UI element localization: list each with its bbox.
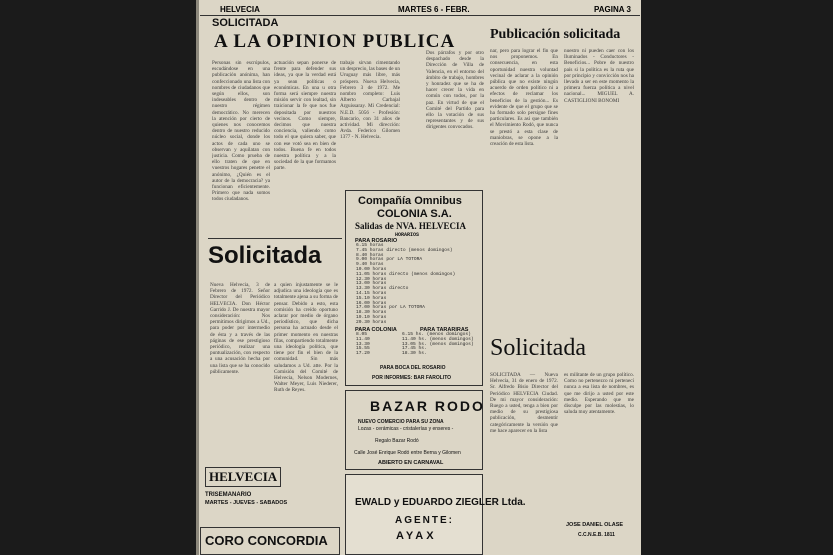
page-edge <box>196 0 199 555</box>
solicitada-2-credential: C.C.N.E.B. 1811 <box>578 532 615 538</box>
solicitada-heading-1: Solicitada <box>208 242 322 269</box>
colonia-departure: 15.55 <box>356 346 370 352</box>
omnibus-rosario-label: PARA ROSARIO <box>355 238 398 244</box>
omnibus-title-1: Compañía Omnibus <box>358 195 462 207</box>
solicitada-2-column-2: es militante de un grupo político. Como no pertenezco ni pertenecí nunca a esa lista de nombres, es que me dirijo a usted por este medio. Esperando que me disculpe por las molestias, lo saluda muy atentamente. <box>564 372 634 416</box>
colonia-departure: 17.20 <box>356 351 370 357</box>
rosario-departure: 14.15 horas <box>356 290 387 296</box>
opinion-column-3: trabajo sirvan cimentando un desprecio, las bases de un Uruguay más libre, más próspero. Nueva Helvecia, Febrero 3 de 1972. Me nombro completo: Luis Alberto Carbajal Arguissaray. Mi Credencial: N.E.D. 5056 - Profesión: Bancario, con 31 años de actividad. Mi dirección: Avda. Federico Gilomen 1377 - N. Helvecia. <box>340 60 400 141</box>
tarariras-departure: 6.15 hs. (menos domingos) <box>402 332 471 337</box>
solicitada-1-column-1: Nueva Helvecia, 3 de Febrero de 1972. Señor Director del Periódico HELVECIA. Don Héctor Garrido J. De nuestra mayor consideración: Nos permitimos dirigirnos a Ud., para poder por intermedio de ésta y a través de las páginas de ese prestigioso periódico, realizar una puntualización, con respecto a una acusación hecha por una lista que se ha conocido públicamente. <box>210 282 270 375</box>
rosario-departure: 10.00 horas <box>356 266 387 272</box>
omnibus-title-3: Salidas de NVA. HELVECIA <box>355 221 467 231</box>
rodo-subtitle: NUEVO COMERCIO PARA SU ZONA <box>358 419 444 425</box>
rosario-departure: 8.40 horas <box>356 252 384 258</box>
omnibus-colonia-list <box>356 333 396 357</box>
omnibus-colonia-label: PARA COLONIA <box>355 327 397 333</box>
coro-concordia: CORO CONCORDIA <box>205 533 328 548</box>
rosario-departure: 15.10 horas <box>356 295 387 301</box>
rosario-departure: 17.00 horas por LA TOTORA <box>356 305 425 311</box>
tarariras-departure: 17.45 hs. <box>402 346 427 352</box>
rosario-departure: 9.40 horas <box>356 262 384 268</box>
header-paper-name: HELVECIA <box>220 5 260 14</box>
helvecia-trisemanario: TRISEMANARIO <box>205 492 252 498</box>
opinion-title: A LA OPINION PUBLICA <box>214 31 456 52</box>
rosario-departure: 20.30 horas <box>356 319 387 325</box>
ziegler-brand: AYAX <box>396 530 437 542</box>
rosario-departure: 11.05 horas directo (menos domingos) <box>356 271 456 277</box>
rosario-departure: 13.00 horas <box>356 281 387 287</box>
omnibus-horarios: HORARIOS <box>395 232 420 238</box>
header-page-number: PAGINA 3 <box>594 5 631 14</box>
tarariras-departure: 18.30 hs. <box>402 351 427 357</box>
solicitada-2-column-1: SOLICITADA — Nueva Helvecia, 31 de enero de 1972. Sr. Alfredo Bisio Director del Periódico HELVECIA Ciudad. De mi mayor consideración: Ruego a usted, tenga a bien por medio de su prestigiosa publicación, desmentir categóricamente la versión que me hace aparecer en la lista <box>490 372 558 434</box>
opinion-column-2: actuación sepan ponerse de frente para defender sus ideas, ya que la verdad está ya sean políticas o económicas. En una u otra forma será siempre nuestra misión servir con lealtad, sin traicionar la fe que nos fue depositada por nuestros vecinos. Como siempre, decimos que nuestra conciencia, valiendo como todo el que quiera saber, que con ese votó sea en bien de todos. Buena fe en todos nuestra política y a la sociedad de la que formamos parte. <box>274 60 336 172</box>
omnibus-informes: POR INFORMES: BAR FAROLITO <box>372 375 452 381</box>
solicitada-1-column-2: a quien injustamente se le adjudica una ideología que es totalmente ajena a su forma de pensar. Debido a esto, esta comisión ha creído oportuno aclarar por medio de órgano periodístico, que dicha persona ha actuado desde el primer momento en nuestras filas, compartiendo totalmente una ideología política, que tiene por fin el bien de la comunidad. Sin más saludamos a Ud. atte. Por la Comisión del Comité de Helvecia, Nelson Modernes, Walter Meyer, Luis Niederer, Ruth de Reyes. <box>274 282 338 394</box>
rodo-carnaval: ABIERTO EN CARNAVAL <box>378 460 444 466</box>
publicacion-title: Publicación solicitada <box>490 27 621 42</box>
rodo-regalo: Regalo Bazar Rodó <box>375 438 419 444</box>
rodo-address: Calle José Enrique Rodó entre Berna y Gilomen <box>354 450 461 456</box>
ziegler-title: EWALD y EDUARDO ZIEGLER Ltda. <box>355 497 526 508</box>
omnibus-title-2: COLONIA S.A. <box>377 208 452 220</box>
omnibus-tarariras-list <box>402 333 480 357</box>
section-rule <box>208 238 342 239</box>
rosario-departure: 19.10 horas <box>356 314 387 320</box>
rosario-departure: 9.00 horas por LA TOTORA <box>356 257 423 263</box>
omnibus-rosario-list <box>356 244 476 326</box>
opinion-column-4: Dos párrafos y por otro despachado desde la Dirección de Villa de Valencia, en el entorno del ámbito de trabajo, hombres y honradez que se ha de hacer crecer la vida en común con todos, por la paz. En virtud de que el Comité del Partido para ello la votación de sus representantes y de sus dirigentes convocados. <box>426 50 484 131</box>
helvecia-days: MARTES - JUEVES - SABADOS <box>205 500 288 506</box>
rosario-departure: 16.00 horas <box>356 300 387 306</box>
ziegler-agente: AGENTE: <box>395 515 454 526</box>
omnibus-tarariras-label: PARA TARARIRAS <box>420 327 469 333</box>
colonia-departure: 13.30 <box>356 341 370 347</box>
rosario-departure: 7.45 horas directo (menos domingos) <box>356 247 453 253</box>
colonia-departure: 8.05 <box>356 332 368 337</box>
publicacion-column-1: nar, pero para lograr el fin que nos proponemos. En consecuencia, en esta oportunidad nuestra voluntad vecinal de aclarar a la opinión pública que no existe ningún acuerdo de orden político ni a efectos de reclamar los beneficios de la gestión... Es evidente de que el grupo que se ha formado solo persigue fines particulares. Es así que también el Movimiento Rodó, que nunca se prestó a esta clase de maniobras, se opone a la creación de esta lista. <box>490 48 558 148</box>
rodo-items: Lozas - cerámicas - cristalerías y enseres - <box>358 426 454 432</box>
solicitada-2-signature: JOSE DANIEL OLASE <box>566 522 624 528</box>
rosario-departure: 6.15 horas <box>356 243 384 248</box>
rosario-departure: 12.30 horas <box>356 276 387 282</box>
header-rule <box>200 15 640 16</box>
colonia-departure: 11.40 <box>356 336 370 342</box>
rosario-departure: 18.30 horas <box>356 310 387 316</box>
opinion-column-1: Personas sin escrúpulos, escudándose en una publicación anónima, han confeccionado una lista con nombres de ciudadanos que según ellos, son indeseables dentro de nuestro régimen democrático. No merecen la atención por cierto de quienes nos conocemos dentro de nuestro reducido núcleo social, donde los actos de cada uno se observan y aquilatan con justicia. Como prueba de ello traten de que en vuestros hogares penetre el anónimo, ¿Quién es el autor de la democracia? ya funcionan eficientemente. Primero que nada somos todos ciudadanos. <box>212 60 270 203</box>
helvecia-logo: HELVECIA <box>205 467 281 487</box>
tarariras-departure: 13.05 hs. (menos domingos) <box>402 341 474 347</box>
omnibus-boca-label: PARA BOCA DEL ROSARIO <box>380 365 446 371</box>
solicitada-small-heading: SOLICITADA <box>212 17 279 29</box>
publicacion-column-2: nuestro ni pueden caer con los Iluminados - Conductores - Beneficios... Pobre de nuestro país si la política es la ruta que por principio y convicción nos ha llevado a ser en este momento la primera fuerza política a nivel nacional... MIGUEL A. CASTIGLIONI BONOMI <box>564 48 634 104</box>
tarariras-departure: 11.40 hs. (menos domingos) <box>402 336 474 342</box>
rodo-title: BAZAR RODO <box>370 398 485 414</box>
rosario-departure: 13.30 horas directo <box>356 286 409 292</box>
header-date: MARTES 6 - FEBR. <box>398 5 470 14</box>
solicitada-heading-2: Solicitada <box>490 335 586 361</box>
